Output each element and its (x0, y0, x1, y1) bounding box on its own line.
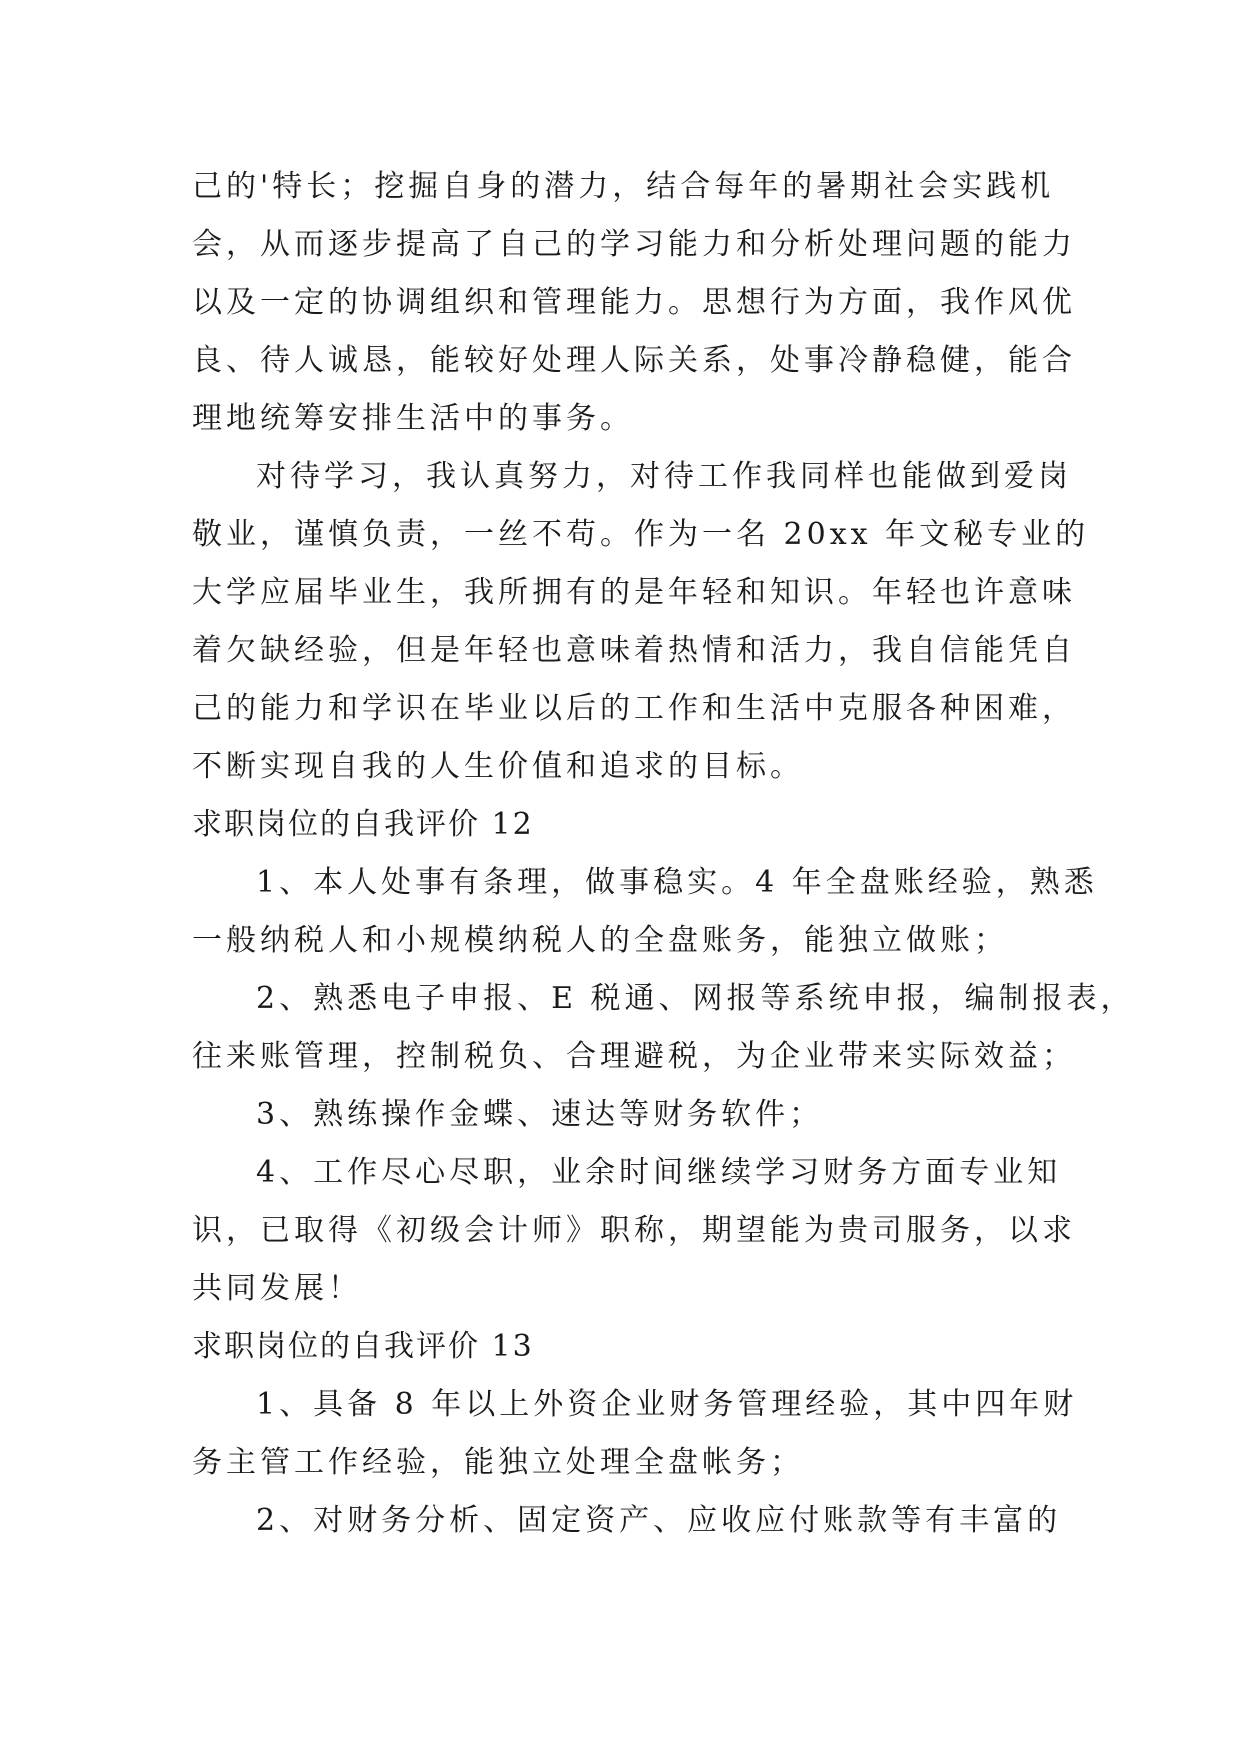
text-line: 敬业，谨慎负责，一丝不苟。作为一名 20xx 年文秘专业的 (192, 517, 1090, 552)
document-body (192, 158, 1135, 1550)
text-line: 会，从而逐步提高了自己的学习能力和分析处理问题的能力 (192, 227, 1076, 262)
text-line: 往来账管理，控制税负、合理避税，为企业带来实际效益； (192, 1039, 1076, 1074)
text-line: 己的能力和学识在毕业以后的工作和生活中克服各种困难， (192, 691, 1076, 726)
text-line: 2、熟悉电子申报、E 税通、网报等系统申报，编制报表， (256, 981, 1135, 1016)
text-line: 2、对财务分析、固定资产、应收应付账款等有丰富的 (256, 1503, 1062, 1538)
text-line: 识，已取得《初级会计师》职称，期望能为贵司服务，以求 (192, 1213, 1076, 1248)
text-line: 对待学习，我认真努力，对待工作我同样也能做到爱岗 (256, 459, 1072, 494)
text-line: 3、熟练操作金蝶、速达等财务软件； (256, 1097, 824, 1132)
section-heading: 求职岗位的自我评价 13 (192, 1329, 534, 1364)
text-line: 共同发展！ (192, 1271, 362, 1306)
text-line: 4、工作尽心尽职，业余时间继续学习财务方面专业知 (256, 1155, 1062, 1190)
text-line: 理地统筹安排生活中的事务。 (192, 401, 634, 436)
text-line: 务主管工作经验，能独立处理全盘帐务； (192, 1445, 804, 1480)
text-line: 1、本人处事有条理，做事稳实。4 年全盘账经验，熟悉 (256, 865, 1098, 900)
text-line: 己的'特长；挖掘自身的潜力，结合每年的暑期社会实践机 (192, 169, 1055, 204)
text-line: 1、具备 8 年以上外资企业财务管理经验，其中四年财 (256, 1387, 1078, 1422)
text-line: 一般纳税人和小规模纳税人的全盘账务，能独立做账； (192, 923, 1008, 958)
section-heading: 求职岗位的自我评价 12 (192, 807, 534, 842)
text-line: 不断实现自我的人生价值和追求的目标。 (192, 749, 804, 784)
text-line: 着欠缺经验，但是年轻也意味着热情和活力，我自信能凭自 (192, 633, 1076, 668)
text-line: 良、待人诚恳，能较好处理人际关系，处事冷静稳健，能合 (192, 343, 1076, 378)
text-line: 以及一定的协调组织和管理能力。思想行为方面，我作风优 (192, 285, 1076, 320)
text-line: 大学应届毕业生，我所拥有的是年轻和知识。年轻也许意味 (192, 575, 1076, 610)
